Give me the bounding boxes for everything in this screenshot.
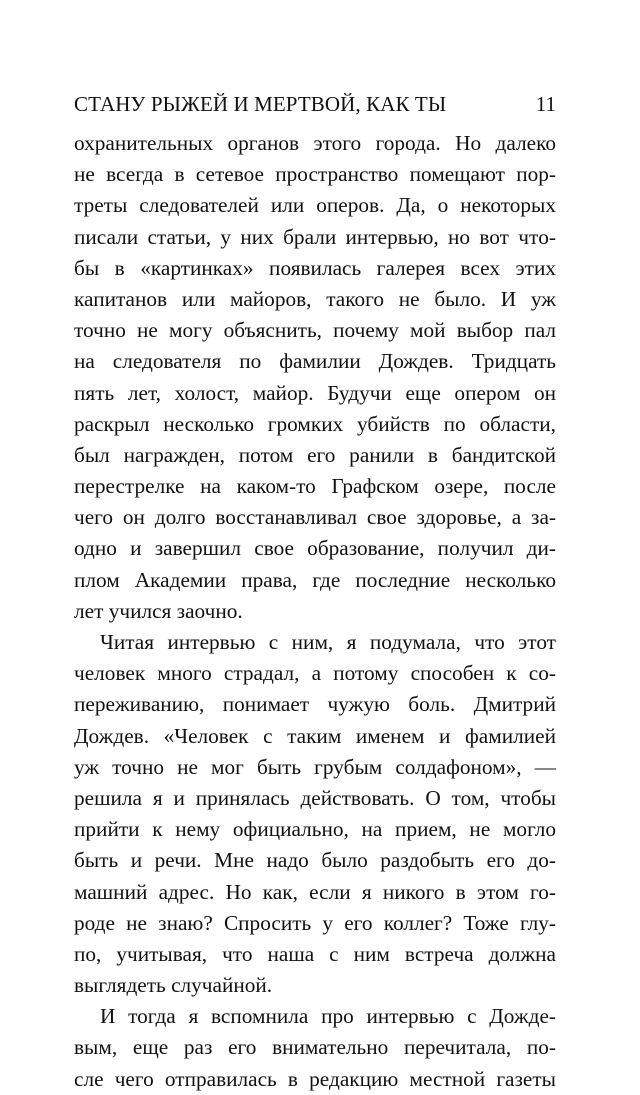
- text-line: чего он долго восстанавливал свое здоровье, а за-: [74, 505, 556, 530]
- text-line: лет учился заочно.: [74, 598, 243, 623]
- text-line: одно и завершил свое образование, получил ди-: [74, 536, 556, 561]
- text-line: выглядеть случайной.: [74, 973, 273, 998]
- running-title: СТАНУ РЫЖЕЙ И МЕРТВОЙ, КАК ТЫ: [74, 92, 447, 116]
- body-text: [74, 128, 556, 1095]
- text-line: не всегда в сетевое пространство помещают пор-: [74, 162, 556, 187]
- text-line: пять лет, холост, майор. Будучи еще опером он: [74, 380, 556, 405]
- text-line: решила я и принялась действовать. О том, чтобы: [74, 785, 556, 810]
- text-line: по, учитывая, что наша с ним встреча должна: [74, 941, 556, 966]
- text-line: треты следователей или оперов. Да, о некоторых: [74, 193, 556, 218]
- text-line: точно не могу объяснить, почему мой выбор пал: [74, 318, 556, 343]
- text-line: вым, еще раз его внимательно перечитала, по-: [74, 1035, 556, 1060]
- text-line: бы в «картинках» появилась галерея всех этих: [74, 255, 556, 280]
- text-line: роде не знаю? Спросить у его коллег? Тоже глу-: [74, 910, 556, 935]
- text-line: прийти к нему официально, на прием, не могло: [74, 817, 556, 842]
- text-line: человек много страдал, а потому способен к со-: [74, 661, 556, 686]
- paragraph-first-line: И тогда я вспомнила про интервью с Дожде-: [100, 1004, 556, 1029]
- text-line: сле чего отправилась в редакцию местной газеты: [74, 1066, 556, 1091]
- text-line: перестрелке на каком-то Графском озере, после: [74, 474, 556, 499]
- text-line: уж точно не мог быть грубым солдафоном», —: [74, 754, 556, 779]
- text-line: переживанию, понимает чужую боль. Дмитрий: [74, 692, 556, 717]
- text-line: охранительных органов этого города. Но далеко: [74, 131, 556, 155]
- text-line: капитанов или майоров, такого не было. И уж: [74, 286, 556, 311]
- text-line: писали статьи, у них брали интервью, но вот чтo-: [74, 224, 556, 249]
- running-header: [74, 88, 556, 120]
- text-line: на следователя по фамилии Дождев. Тридцать: [74, 349, 556, 374]
- text-line: был награжден, потом его ранили в бандитской: [74, 442, 556, 467]
- text-line: Дождев. «Человек с таким именем и фамилией: [74, 723, 556, 748]
- page-number: 11: [535, 92, 556, 116]
- paragraph-first-line: Читая интервью с ним, я подумала, что этот: [100, 630, 556, 654]
- text-line: быть и речи. Мне надо было раздобыть его до-: [74, 848, 556, 873]
- text-line: плом Академии права, где последние несколько: [74, 567, 556, 592]
- text-line: раскрыл несколько громких убийств по области,: [74, 411, 556, 436]
- text-line: машний адрес. Но как, если я никого в этом го-: [74, 879, 556, 904]
